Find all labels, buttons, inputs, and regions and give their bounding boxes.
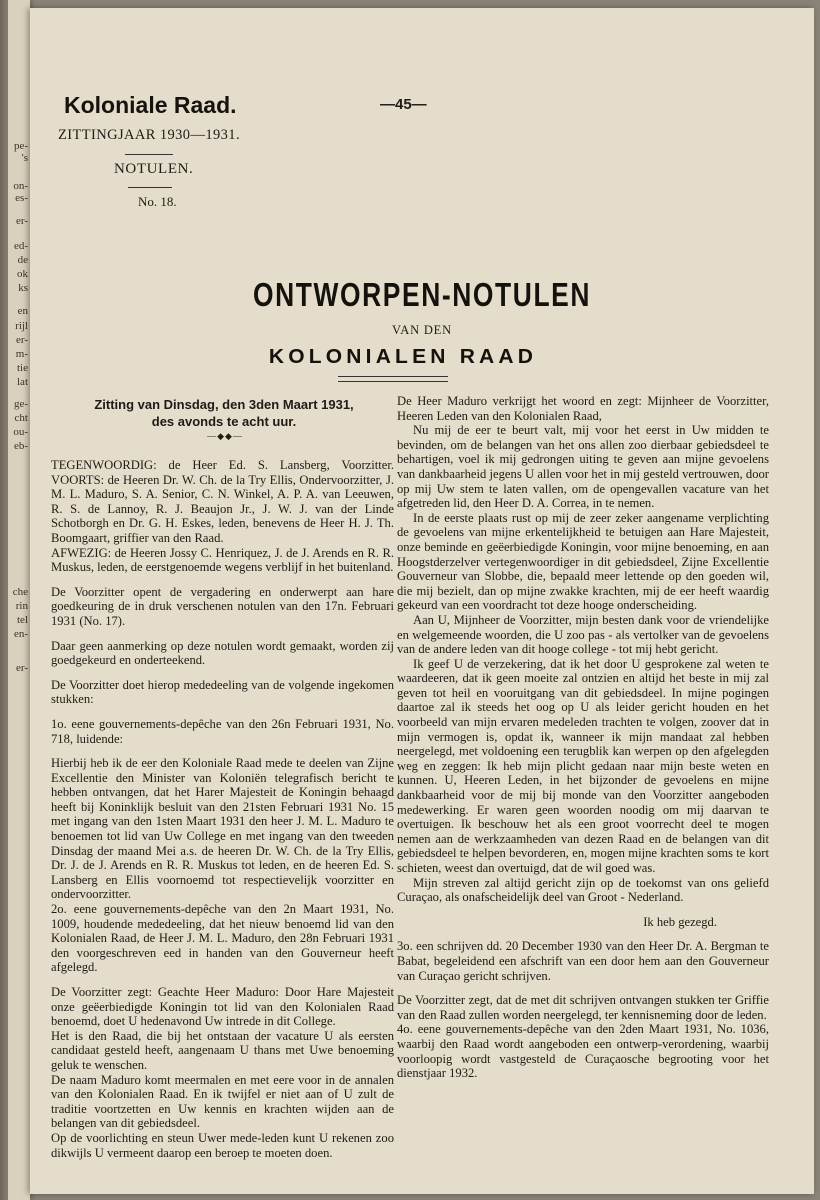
paragraph: De naam Maduro komt meermalen en met eere voor in de annalen van den Kolonialen Raad. En ik twijfel er niet aan of U zult de traditie voortzetten en Uw kennis en krachten wijden aan de belangen van dit gebiedsdeel. <box>51 1072 394 1131</box>
paragraph: Op de voorlichting en steun Uwer mede-leden kunt U rekenen zoo dikwijls U vermeent daarop een beroep te moeten doen. <box>51 1130 394 1160</box>
margin-fragment: tel <box>17 614 28 626</box>
session-line-2: des avonds te acht uur. <box>151 414 297 429</box>
paragraph: De Voorzitter zegt: Geachte Heer Maduro: Door Hare Majesteit onze geëerbiedigde Koningin tot lid van den Kolonialen Raad benoemd, doet U hedenavond Uw intrede in dit College. <box>51 985 394 1029</box>
closing-line: Ik heb gezegd. <box>643 914 717 929</box>
paragraph: Hierbij heb ik de eer den Koloniale Raad mede te deelen van Zijne Excellentie den Minister van Koloniën telegrafisch bericht te hebben ontvangen, dat het Harer Majesteit de Koningin behaagd heeft bij Koninklijk besluit van den 21sten Februari 1931 No. 15 met ingang van den 1sten Maart 1931 den heer J. M. L. Maduro te benoemen tot lid van Uw College en met ingang van den tweeden Dinsdag der maand Mei a.s. de heeren Dr. W. Ch. de la Try Ellis, Dr. J. de J. Arends en R. R. Muskus tot leden, en de heeren Ed. S. Lansberg en Ellis voornoemd tot respectievelijk voorzitter en ondervoorzitter. <box>51 756 394 902</box>
paragraph: Ik geef U de verzekering, dat ik het door U gesprokene zal weten te waardeeren, dat ik geen moeite zal ontzien en altijd het beste in mij zal geven tot heil en vooruitgang van dit gebiedsdeel. In mijne pogingen daartoe zal ik steeds het oog op U als leider gericht houden en het voorbeeld van mijn ervaren medeleden trachten te volgen, zoover dat in mijn vermogen is, opdat ik, wanneer ik mijn mandaat zal hebben neergelegd, met voldoening een terugblik kan werpen op den afgelegden weg en zeggen: Ik heb mijn plicht gedaan naar mijn beste weten en kunnen. U, Heeren Leden, in het bijzonder de gevoelens en mijne dankbaarheid voor de mij bij monde van den Voorzitter aangeboden medewerking. Er waren geen woorden noodig om mij daarvan te overtuigen. Ik beschouw het als een groot voorrecht deel te mogen nemen aan de werkzaamheden van dezen Raad en de belangen van dit gebiedsdeel te helpen bevorderen, en, mogen mijne krachten soms te kort schieten, weest dan overtuigd, dat de wil goed was. <box>397 656 769 875</box>
margin-fragment: rijl <box>15 320 28 332</box>
margin-fragment: che <box>12 586 28 598</box>
margin-fragment: es- <box>15 192 28 204</box>
margin-fragment: pe- <box>13 140 28 152</box>
subtitle-van-den: VAN DEN <box>392 323 452 337</box>
paragraph: De Voorzitter zegt, dat de met dit schrijven ontvangen stukken ter Griffie van den Raad zullen worden neergelegd, ter kennisneming door de leden. <box>397 993 769 1022</box>
right-column <box>397 394 769 1081</box>
section-label: NOTULEN. <box>114 161 194 177</box>
paragraph: De Voorzitter doet hierop mededeeling van de volgende ingekomen stukken: <box>51 677 394 707</box>
paragraph: 1o. eene gouvernements-depêche van den 26n Februari 1931, No. 718, luidende: <box>51 716 394 746</box>
left-column <box>51 458 394 1160</box>
paragraph: 2o. eene gouvernements-depêche van den 2n Maart 1931, No. 1009, houdende mededeeling, dat het nieuw benoemd lid van den Kolonialen Raad, de Heer J. M. L. Maduro, den 28n Februari 1931 den voorgeschreven eed in handen van den Gouverneur heeft afgelegd. <box>51 902 394 975</box>
paragraph: 4o. eene gouvernements-depêche van den 2den Maart 1931, No. 1036, waarbij den Raad wordt aangeboden een ontwerp-verordening, waarbij voorloopig wordt vastgesteld de Curaçaosche begrooting voor het dienstjaar 1932. <box>397 1022 769 1081</box>
session-year: ZITTINGJAAR 1930—1931. <box>58 127 240 143</box>
double-rule-divider <box>338 376 448 382</box>
margin-fragment: en <box>17 305 28 317</box>
divider <box>128 187 172 188</box>
main-title: ONTWORPEN-NOTULEN <box>252 276 592 313</box>
session-line-1: Zitting van Dinsdag, den 3den Maart 1931, <box>94 397 354 412</box>
margin-fragment: en- <box>13 628 28 640</box>
margin-fragment: 's <box>21 152 28 164</box>
paragraph: Mijn streven zal altijd gericht zijn op de toekomst van ons geliefd Curaçao, als onafscheidelijk deel van Groot - Nederland. <box>397 875 769 905</box>
margin-fragment: m- <box>15 348 28 360</box>
council-banner: KOLONIALEN RAAD <box>268 346 538 368</box>
previous-page-edge <box>8 0 30 1200</box>
divider <box>125 154 173 155</box>
session-heading <box>54 396 394 430</box>
document-page <box>30 8 814 1194</box>
paragraph: De Heer Maduro verkrijgt het woord en zegt: Mijnheer de Voorzitter, Heeren Leden van den Kolonialen Raad, <box>397 394 769 423</box>
margin-fragment: cht <box>14 412 28 424</box>
ornament-divider: —◆◆— <box>207 431 243 441</box>
issue-number: No. 18. <box>138 194 177 209</box>
margin-fragment: er- <box>16 662 28 674</box>
margin-fragment: on- <box>13 180 28 192</box>
margin-fragment: ed- <box>13 240 28 252</box>
margin-fragment: er- <box>16 215 28 227</box>
margin-fragment: ks <box>18 282 28 294</box>
margin-fragment: ge- <box>13 398 28 410</box>
paragraph: In de eerste plaats rust op mij de zeer zeker aangename verplichting de gevoelens van mijne erkentelijkheid te betuigen aan Hare Majesteit, onze beminde en geëerbiedigde Koningin, voor mijne benoeming, en aan Hoogstderzelver vertegenwoordiger in dit gebiedsdeel, Zijne Excellentie Gouverneur van Slobbe, die, bepaald meer lettende op den goeden wil, die mij bezielt, dan op mijne zwakke krachten, mij de eer heeft waardig gekeurd van een voordracht tot deze hooge onderscheiding. <box>397 510 769 613</box>
margin-fragment: de <box>17 254 28 266</box>
margin-fragment: eb- <box>13 440 28 452</box>
margin-fragment: rin <box>15 600 28 612</box>
margin-fragment: ok <box>17 268 28 280</box>
margin-fragment: er- <box>16 334 28 346</box>
paragraph: 3o. een schrijven dd. 20 December 1930 van den Heer Dr. A. Bergman te Babat, begeleidend een afschrift van een door hem aan den Gouverneur van Curaçao gericht schrijven. <box>397 939 769 983</box>
margin-fragment: tie <box>17 362 28 374</box>
paragraph: De Voorzitter opent de vergadering en onderwerpt aan hare goedkeuring de in druk verschenen notulen van den 17n. Februari 1931 (No. 17). <box>51 584 394 628</box>
margin-fragment: ou- <box>13 426 28 438</box>
page-number: —45— <box>380 96 427 113</box>
absent-paragraph: AFWEZIG: de Heeren Jossy C. Henriquez, J. de J. Arends en R. R. Muskus, leden, de eerstgenoemde wegens verblijf in het buitenland. <box>51 545 394 575</box>
paragraph: Het is den Raad, die bij het ontstaan der vacature U als eersten candidaat gesteld heeft, aangenaam U thans met Uwe benoeming geluk te wenschen. <box>51 1028 394 1072</box>
paragraph: Daar geen aanmerking op deze notulen wordt gemaakt, worden zij goedgekeurd en onderteekend. <box>51 638 394 668</box>
paragraph: Nu mij de eer te beurt valt, mij voor het eerst in Uw midden te bevinden, om de belangen van het ons allen zoo dierbaar gebiedsdeel te behartigen, voel ik mij gedrongen uiting te geven aan mijne gevoelens van dankbaarheid jegens U allen voor het in mij gesteld vertrouwen, door op mij Uw stem te laten vallen, om de opengevallen vacature van het afgetreden lid, den Heer D. A. Correa, in te nemen. <box>397 423 769 511</box>
paragraph: Aan U, Mijnheer de Voorzitter, mijn besten dank voor de vriendelijke en welgemeende woorden, die U zoo pas - als vertolker van de gevoelens van de andere leden van dit hooge college - tot mij hebt gericht. <box>397 612 769 657</box>
publication-title: Koloniale Raad. <box>64 92 237 118</box>
margin-fragment: lat <box>17 376 28 388</box>
attendance-paragraph: TEGENWOORDIG: de Heer Ed. S. Lansberg, Voorzitter. VOORTS: de Heeren Dr. W. Ch. de la Try Ellis, Ondervoorzitter, J. M. L. Maduro, S. A. Senior, C. N. Winkel, A. P. A. van Leeuwen, R. S. de Lannoy, R. J. Beaujon Jr., J. W. J. van der Linde Schotborgh en Dr. G. H. Eskes, leden, benevens de Heer H. J. Th. Boomgaart, griffier van den Raad. <box>51 458 394 545</box>
